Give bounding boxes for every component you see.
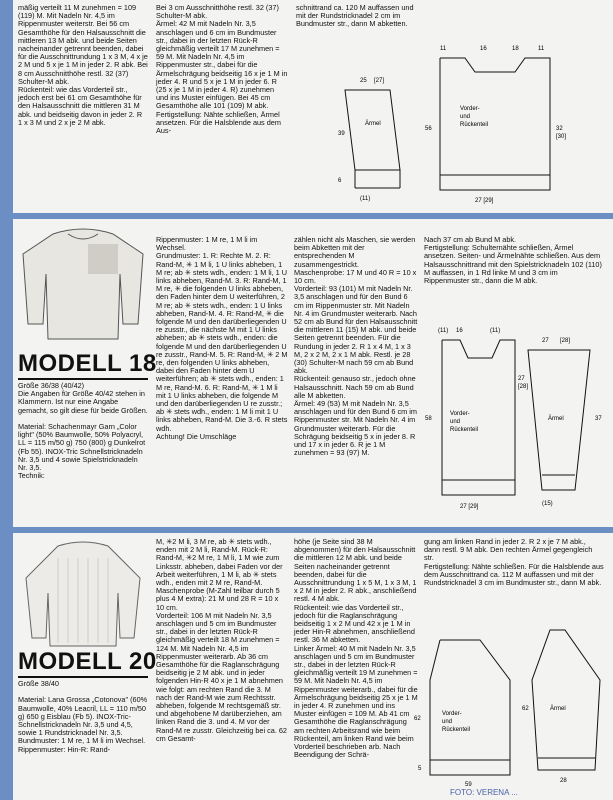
section1-col1: mäßig verteilt 11 M zunehmen = 109 (119) M. Mit Nadeln Nr. 4,5 im Rippenmuster weiterstr. Bei 56 cm Gesamthöhe für den Halsausschnitt die mittleren 13 M abk. und beide Seiten nacheinander getrennt beenden, dabei für die Ausschnittrundung 1 x 3 M, 4 x je 2 M und 5 x je 1 M in jeder 2. R abk. Bei 8 cm Ausschnitthöhe restl. 32 (37) Schulter-M abk. Rückenteil: wie das Vorderteil str., jedoch erst bei 61 cm Gesamthöhe für den Halsausschnitt die mittleren 31 M abk. und beidseitig davon in jeder 2. R 1 x 3 M und 2 x je 2 M abk. [18, 3, 148, 127]
arm3-label: Ärmel [550, 706, 566, 712]
arm2-dim-height: 37 [595, 416, 602, 422]
body3-dim-cuff: 5 [418, 766, 422, 772]
section2-col3: zählen nicht als Maschen, sie werden beim Abketten mit der entsprechenden M zusammengestrickt. Maschenprobe: 17 M und 40 R = 10 x 10 cm. Vorderteil: 93 (101) M mit Nadeln Nr. 3,5 anschlagen und für den Bund 6 cm im Rippenmuster str. Mit Nadeln Nr. 4 im Grundmuster weiterarb. Nach 52 cm ab Bund für den Halsausschnitt die mittleren 11 (15) M abk. und beide Seiten getrennt beenden. Für die Rundung in jeder 2. R 1 x 4 M, 1 x 3 M, 2 x 2 M, 2 x 1 M abk. Restl. je 28 (30) Schulter-M nach 59 cm ab Bund abk. Rückenteil: genauso str., jedoch ohne Halsausschnitt. Nach 59 cm ab Bund alle M abketten. Ärmel: 49 (53) M mit Nadeln Nr. 3,5 anschlagen und für den Bund 6 cm im Rippenmuster str. Mit Nadeln Nr. 4 im Grundmuster weiterarb. Für die Schrägung beidseitig 5 x in jeder 8. R und 17 x in jeder 6. R je 1 M zunehmen = 93 (97) M. [294, 235, 418, 458]
arm-dim-bottom: (11) [360, 196, 371, 202]
body-diagram-2 [420, 320, 529, 520]
body2-dim-side-alt: [28] [518, 384, 529, 390]
model-title: MODELL 18 [18, 350, 157, 377]
body2-label-1: Vorder- [450, 411, 470, 417]
body-dim-bottom: 27 [29] [475, 198, 494, 204]
arm2-dim-top-alt: [28] [560, 338, 571, 344]
section-separator [0, 213, 613, 219]
section2-col4: Nach 37 cm ab Bund M abk. Fertigstellung: Schulternähte schließen, Ärmel ansetzen. Seiten- und Ärmelnähte schließen. Aus dem Halsausschnittrand mit den Spielstricknadeln 102 (110) M auffassen, in 1 Rd linke M und 3 cm im Rippenmuster str., dann die M abk. [424, 235, 602, 286]
arm2-dim-top: 27 [542, 338, 549, 344]
title-rule [18, 676, 148, 678]
arm-dim-height: 39 [338, 131, 345, 137]
body3-dim-bottom: 59 [465, 782, 472, 788]
body2-top-2: 16 [456, 328, 463, 334]
section-band [0, 0, 13, 213]
body-diagram-3 [410, 620, 520, 790]
body-top-4: 11 [538, 46, 545, 52]
section2-col2: Rippenmuster: 1 M re, 1 M li im Wechsel. Grundmuster: 1. R: Rechte M. 2. R: Rand-M, ✳ 1 M li, 1 U links abheben, 1 M re; ab ✳ stets wdh., enden: 1 M li, 1 U links abheben, Rand-M. 3. R: Rand-M, 1 M re, ✳ die folgenden U links abheben, den Faden hinter dem U weiterführen, 2 M re; ab ✳ stets wdh., enden: 1 U links abheben, Rand-M. 4. R: Rand-M, ✳ die folgende M und den darüberliegenden U re zusstr., die nächste M mit 1 U links abheben; ab ✳ stets wdh., enden: die folgende M und den darüberliegenden U re zusstr., Rand-M. 5. R: Rand-M, ✳ 2 M re, den folgenden U links abheben, dabei den Faden hinter dem U weiterführen; ab ✳ stets wdh., enden: 1 M re, Rand-M. 6. R: Rand-M, ✳ 1 M li mit 1 U links abheben, die folgende M und den darüberliegenden U re zusstr.; ab ✳ stets wdh., enden: 1 M li mit 1 U links abheben, Rand-M. Die 3.-6. R stets wdh. Achtung! Die Umschläge [156, 235, 288, 441]
body-dim-side-alt: [30] [556, 134, 567, 140]
arm3-dim-bottom: 28 [560, 778, 567, 784]
arm-dim-cuff: 6 [338, 178, 342, 184]
section1-col3: schnittrand ca. 120 M auffassen und mit der Rundstricknadel 2 cm im Bundmuster str., dann M abketten. [296, 3, 414, 29]
sleeve-diagram-1 [330, 60, 420, 210]
section3-col2: M, ✳2 M li, 3 M re, ab ✳ stets wdh., enden mit 2 M li, Rand-M. Rück-R: Rand-M, ✳2 M re, 1 M li, 1 M wie zum Linksstr. abheben, dabei Faden vor der Arbeit weiterführen, 1 M li, ab ✳ stets wdh., enden mit 2 M re, Rand-M. Maschenprobe (M-Zahl teilbar durch 5 plus 4 M extra): 21 M und 28 R = 10 x 10 cm. Vorderteil: 106 M mit Nadeln Nr. 3,5 anschlagen und 5 cm im Bundmuster str., dabei in der letzten Rück-R gleichmäßig verteilt 18 M zunehmen = 124 M. Mit Nadeln Nr. 4,5 im Rippenmuster weiterarb. Ab 36 cm Gesamthöhe für die Raglanschrägung beidseitig je 2 M abk. und in jeder folgenden Hin-R 40 x je 1 M abnehmen wie folgt: am rechten Rand die 3. M nach der Rand-M wie zum Rechtsstr. abheben, folgende M rechtsgemäß str. und abgehobene M darüberziehen, am linken Rand die 3. und 4. M vor der Rand-M re zusstr. Gleichzeitig bei ca. 62 cm Gesamt- [156, 537, 287, 743]
sweater-photo-18 [18, 224, 148, 344]
body-dim-height: 56 [425, 126, 432, 132]
section-separator [0, 527, 613, 533]
arm-dim-top: 25 [360, 78, 367, 84]
arm-label: Ärmel [365, 121, 381, 127]
section3-col1: Größe 38/40 Material: Lana Grossa „Cotonova" (60% Baumwolle, 40% Leacril, LL = 110 m/50 g) 650 g Eisblau (Fb 5). INOX-Tric-Schnellstricknadeln Nr. 3,5 und 4,5, sowie 1 Rundstricknadel Nr. 3,5. Bundmuster: 1 M re, 1 M li im Wechsel. Rippenmuster: Hin-R: Rand- [18, 679, 148, 754]
body-diagram-1 [420, 40, 610, 210]
body3-label-2: und [442, 719, 453, 725]
body-dim-side: 32 [556, 126, 563, 132]
sleeve-diagram-2 [520, 320, 610, 520]
arm3-dim-height: 62 [522, 706, 529, 712]
section2-col1: Größe 36/38 (40/42) Die Angaben für Größe 40/42 stehen in Klammern. Ist nur eine Angabe gemacht, so gilt diese für beide Größen. Material: Schachenmayr Garn „Color light" (50% Baumwolle, 50% Polyacryl, LL = 115 m/50 g) 750 (800) g Dunkelrot (Fb 55). INOX-Tric Schnellstricknadeln Nr. 3,5 und 4 sowie Spielstricknadeln Nr. 3,5. Technik: [18, 381, 148, 481]
body2-top-3: (11) [490, 328, 501, 334]
arm-dim-top-alt: [27] [374, 78, 385, 84]
arm2-dim-bottom: (15) [542, 501, 553, 507]
body-label-2: und [460, 114, 471, 120]
body-top-1: 11 [440, 46, 447, 52]
body-top-3: 18 [512, 46, 519, 52]
body2-label-2: und [450, 419, 461, 425]
title-rule [18, 378, 148, 380]
body-top-2: 16 [480, 46, 487, 52]
body3-label-1: Vorder- [442, 711, 462, 717]
sleeve-diagram-3 [520, 610, 610, 790]
arm2-label: Ärmel [548, 416, 564, 422]
body2-label-3: Rückenteil [450, 427, 479, 433]
body-label-3: Rückenteil [460, 122, 489, 128]
body3-dim-height: 62 [414, 716, 421, 722]
photo-credit: FOTO: VERENA ... [450, 788, 518, 797]
section-band [0, 219, 13, 527]
body2-dim-side: 27 [518, 376, 525, 382]
section3-col3: höhe (je Seite sind 38 M abgenommen) für den Halsausschnitt die mittleren 12 M abk. und beide Seiten nacheinander getrennt beenden, dabei für die Ausschnittrundung 1 x 5 M, 1 x 3 M, 1 x 2 M in jeder 2. R abk., anschließend restl. 4 M abk. Rückenteil: wie das Vorderteil str., jedoch für die Raglanschrägung beidseitig 1 x 2 M und 42 x je 1 M in jeder Hin-R abnehmen, anschließend restl. 36 M abketten. Linker Ärmel: 40 M mit Nadeln Nr. 3,5 anschlagen und 5 cm im Bundmuster str., dabei in der letzten Rück-R gleichmäßig verteilt 19 M zunehmen = 59 M. Mit Nadeln Nr. 4,5 im Rippenmuster weiterarb., dabei für die Ärmelschrägung beidseitig 25 x je 1 M in jeder 4. R zunehmen und ins Muster einfügen = 109 M. Ab 41 cm Gesamthöhe die Raglanschrägung am rechten Arbeitsrand wie beim Rückenteil, am linken Rand wie beim Vorderteil beschrieben arb. Nach Beendigung der Schrä- [294, 537, 418, 760]
body-label-1: Vorder- [460, 106, 480, 112]
body2-top-1: (11) [438, 328, 449, 334]
section1-col2: Bei 3 cm Ausschnitthöhe restl. 32 (37) Schulter-M abk. Ärmel: 42 M mit Nadeln Nr. 3,5 anschlagen und 6 cm im Bundmuster str., dabei in der letzten Rück-R gleichmäßig verteilt 17 M zunehmen = 59 M. Mit Nadeln Nr. 4,5 im Rippenmuster str., dabei für die Ärmelschrägung beidseitig 16 x je 1 M in jeder 4. R und 5 x je 1 M in jeder 6. R (25 x je 1 M in jeder 4. R) zunehmen und ins Muster einfügen. Bei 45 cm Gesamthöhe alle 101 (109) M abk. Fertigstellung: Nähte schließen, Ärmel ansetzen. Für die Halsblende aus dem Aus- [156, 3, 288, 136]
body2-dim-height: 58 [425, 416, 432, 422]
sweater-photo-20 [18, 538, 148, 650]
section-band [0, 533, 13, 800]
model-title: MODELL 20 [18, 648, 157, 675]
section3-col4: gung am linken Rand in jeder 2. R 2 x je 7 M abk., dann restl. 9 M abk. Den rechten Ärmel gegengleich str. Fertigstellung: Nähte schließen. Für die Halsblende aus dem Ausschnittrand ca. 112 M auffassen und mit der Rundstricknadel 3 cm im Bundmuster str., dann M abk. [424, 537, 604, 588]
body2-dim-bottom: 27 [29] [460, 504, 479, 510]
body3-label-3: Rückenteil [442, 727, 471, 733]
